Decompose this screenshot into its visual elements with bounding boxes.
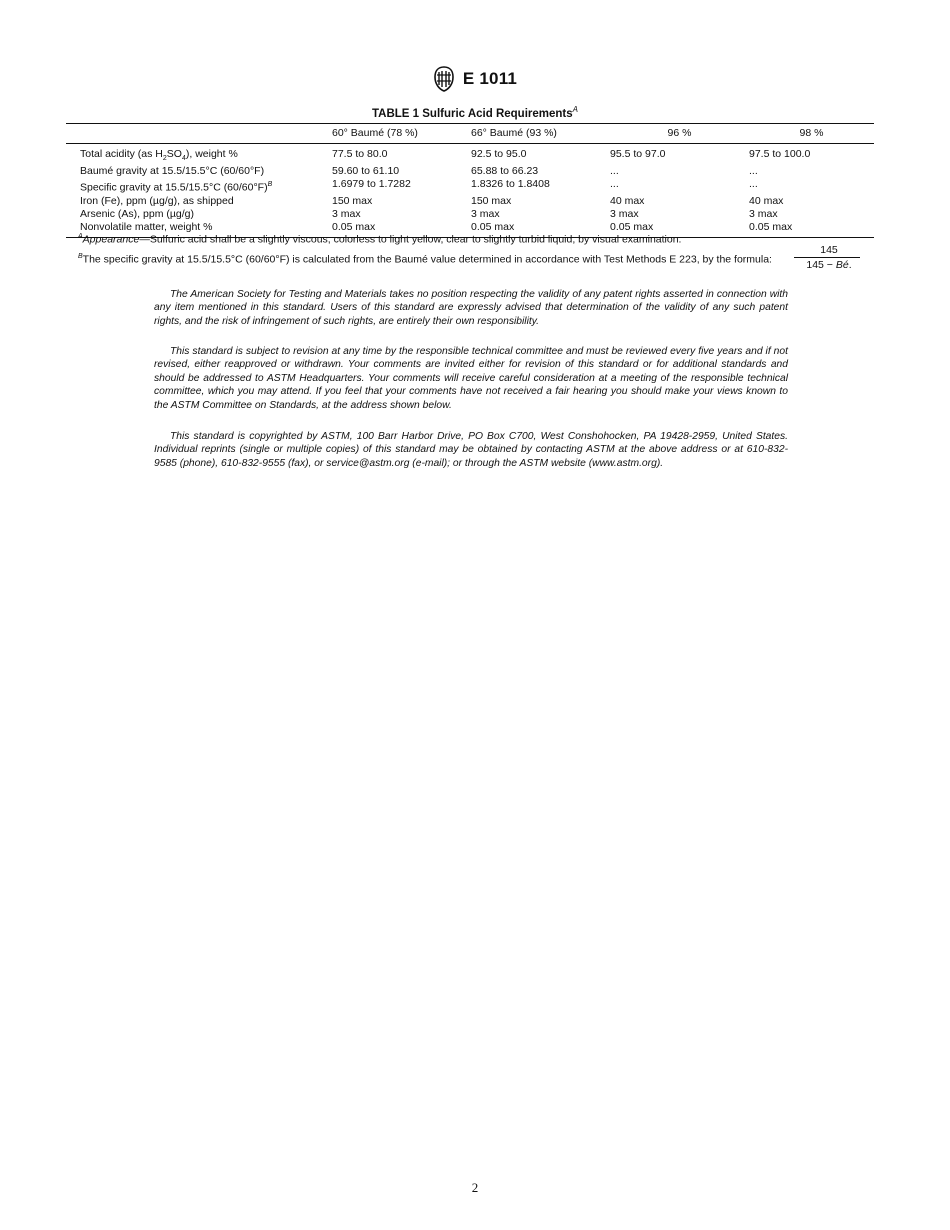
column-header-60-baume: 60° Baumé (78 %) <box>332 127 418 139</box>
table-cell: 150 max <box>471 194 512 207</box>
formula-denominator <box>794 259 864 271</box>
table-cell: 0.05 max <box>610 220 654 233</box>
row-label: Baumé gravity at 15.5/15.5°C (60/60°F) <box>80 165 265 178</box>
table-cell: 92.5 to 95.0 <box>471 148 527 160</box>
footnote-a <box>78 233 681 246</box>
table-cell: ... <box>749 178 758 191</box>
table-cell: 0.05 max <box>471 220 515 233</box>
footnote-text: The specific gravity at 15.5/15.5°C (60/60°F) is calculated from the Baumé value determined in accordance with Test Methods E 223, by the formula: <box>82 253 772 266</box>
standard-designation: E 1011 <box>462 69 518 88</box>
table-cell: 97.5 to 100.0 <box>749 148 811 160</box>
subscript: 2 <box>162 155 167 163</box>
subscript: 4 <box>181 155 186 163</box>
table-cell: ... <box>610 165 619 178</box>
table-cell: 150 max <box>332 194 373 207</box>
footnote-b <box>78 253 772 266</box>
row-label-part: Specific gravity at 15.5/15.5°C (60/60°F) <box>80 181 268 194</box>
formula-denominator-text: 145 − <box>806 259 836 271</box>
table-cell: 3 max <box>610 207 639 220</box>
footnote-text: —Sulfuric acid shall be a slightly viscous, colorless to light yellow, clear to slightly turbid liquid, by visual examination. <box>139 233 682 246</box>
row-label: Nonvolatile matter, weight % <box>80 220 213 233</box>
row-label: Iron (Fe), ppm (µg/g), as shipped <box>80 194 234 207</box>
table-cell: 3 max <box>749 207 778 220</box>
table-header-row <box>66 124 874 144</box>
table-cell: 40 max <box>749 194 784 207</box>
table-cell: 77.5 to 80.0 <box>332 148 388 160</box>
requirements-table <box>66 123 874 238</box>
column-header-66-baume: 66° Baumé (93 %) <box>471 127 557 139</box>
table-cell: 0.05 max <box>332 220 376 233</box>
copyright-notice: This standard is copyrighted by ASTM, 100 Barr Harbor Drive, PO Box C700, West Conshohocken, PA 19428-2959, United States. Individual reprints (single or multiple copies) of this standard may be obtained by contacting ASTM at the above address or at 610-832-9585 (phone), 610-832-9555 (fax), or service@astm.org (e-mail); or through the ASTM website (www.astm.org). <box>154 431 788 469</box>
specific-gravity-formula <box>794 244 864 271</box>
footnote-marker: B <box>78 253 83 260</box>
table-cell: 0.05 max <box>749 220 793 233</box>
document-header <box>0 66 950 92</box>
column-header-96-pct: 96 % <box>667 127 692 139</box>
astm-logo-icon <box>433 66 455 92</box>
row-label-part: SO <box>166 148 182 160</box>
formula-numerator: 145 <box>820 244 838 256</box>
formula-variable: Bé <box>835 259 849 271</box>
column-header-98-pct: 98 % <box>799 127 824 139</box>
table-title-footnote-ref: A <box>572 105 578 114</box>
table-cell: 1.8326 to 1.8408 <box>471 178 550 191</box>
table-cell: 3 max <box>471 207 500 220</box>
table-title-text: TABLE 1 Sulfuric Acid Requirements <box>372 107 573 120</box>
revision-notice: This standard is subject to revision at any time by the responsible technical committee and must be reviewed every five years and if not revised, either reapproved or withdrawn. Your comments are invited either for revision of this standard or for additional standards and should be addressed to ASTM Headquarters. Your comments will receive careful consideration at a meeting of the responsible technical committee, which you may attend. If you feel that your comments have not received a fair hearing you should make your views known to the ASTM Committee on Standards, at the address shown below. <box>154 346 788 411</box>
footnote-term: Appearance <box>82 233 140 246</box>
column-header-property <box>66 124 332 144</box>
patent-notice: The American Society for Testing and Materials takes no position respecting the validity of any patent rights asserted in connection with any item mentioned in this standard. Users of this standard are expressly advised that determination of the validity of any such patent rights, and the risk of infringement of such rights, are entirely their own responsibility. <box>154 289 788 327</box>
fraction-bar <box>794 257 860 258</box>
table-cell: ... <box>749 165 758 178</box>
table-cell: 40 max <box>610 194 645 207</box>
table-cell: 59.60 to 61.10 <box>332 165 400 178</box>
table-row <box>66 208 874 221</box>
table-cell: ... <box>610 178 619 191</box>
page-number: 2 <box>471 1180 479 1195</box>
row-label <box>66 144 332 166</box>
footnote-ref: B <box>267 181 273 189</box>
footnote-marker: A <box>78 233 83 240</box>
row-label-part: ), weight % <box>185 148 238 160</box>
table-cell: 95.5 to 97.0 <box>610 148 666 160</box>
table-cell: 65.88 to 66.23 <box>471 165 539 178</box>
row-label-part: Total acidity (as H <box>80 148 163 160</box>
table-row <box>66 195 874 208</box>
table-title <box>0 105 950 120</box>
row-label: Arsenic (As), ppm (µg/g) <box>80 207 194 220</box>
table-row <box>66 144 874 166</box>
table-row <box>66 165 874 178</box>
formula-end: . <box>848 259 852 271</box>
table-cell: 3 max <box>332 207 361 220</box>
table-cell: 1.6979 to 1.7282 <box>332 178 411 191</box>
row-label <box>66 178 332 195</box>
table-row <box>66 178 874 195</box>
